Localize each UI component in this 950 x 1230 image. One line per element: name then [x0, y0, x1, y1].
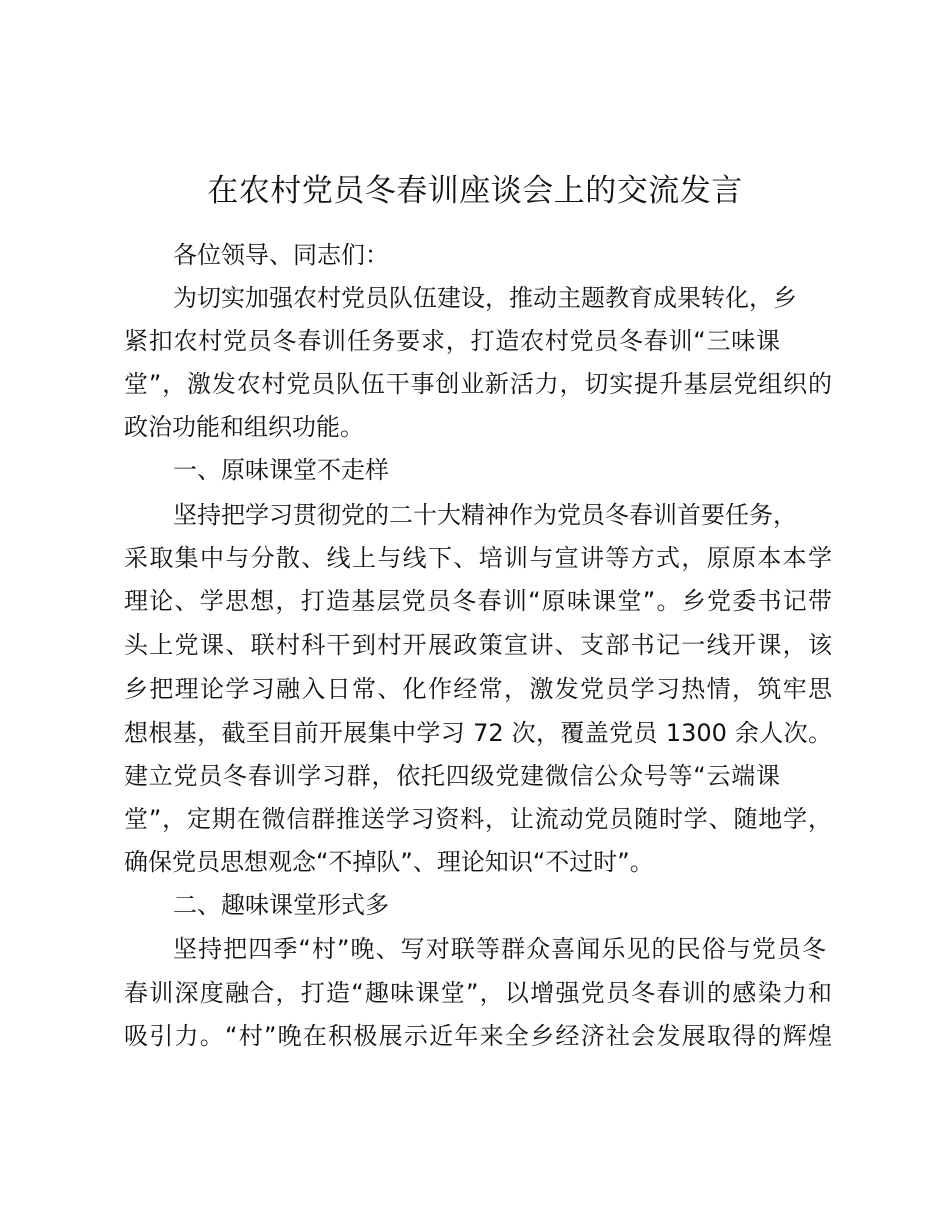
paragraph-line: 确保党员思想观念“不掉队”、理论知识“不过时”。	[124, 848, 654, 876]
paragraph-line: 堂”，定期在微信群推送学习资料，让流动党员随时学、随地学，	[124, 805, 832, 833]
document-title: 在农村党员冬春训座谈会上的交流发言	[207, 173, 743, 209]
paragraph-line: 为切实加强农村党员队伍建设，推动主题教育成果转化，乡	[173, 284, 797, 312]
section-heading: 一、原味课堂不走样	[173, 456, 389, 484]
paragraph-line: 政治功能和组织功能。	[124, 413, 364, 441]
salutation: 各位领导、同志们：	[173, 241, 389, 269]
paragraph-line: 坚持把四季“村”晚、写对联等群众喜闻乐见的民俗与党员冬	[173, 935, 826, 963]
paragraph-line: 坚持把学习贯彻党的二十大精神作为党员冬春训首要任务，	[173, 501, 797, 529]
paragraph-line: 头上党课、联村科干到村开展政策宣讲、支部书记一线开课，该	[124, 631, 832, 659]
paragraph-line: 理论、学思想，打造基层党员冬春训“原味课堂”。乡党委书记带	[124, 587, 832, 615]
paragraph-line: 建立党员冬春训学习群，依托四级党建微信公众号等“云端课	[124, 762, 780, 790]
paragraph-line: 堂”，激发农村党员队伍干事创业新活力，切实提升基层党组织的	[124, 370, 832, 398]
section-heading: 二、趣味课堂形式多	[173, 891, 389, 919]
paragraph-line: 吸引力。“村”晚在积极展示近年来全乡经济社会发展取得的辉煌	[124, 1022, 832, 1050]
paragraph-line: 乡把理论学习融入日常、化作经常，激发党员学习热情，筑牢思	[124, 675, 832, 703]
paragraph-line: 想根基，截至目前开展集中学习 72 次，覆盖党员 1300 余人次。	[124, 719, 832, 747]
paragraph-line: 春训深度融合，打造“趣味课堂”，以增强党员冬春训的感染力和	[124, 979, 832, 1007]
paragraph-line: 采取集中与分散、线上与线下、培训与宣讲等方式，原原本本学	[124, 544, 832, 572]
paragraph-line: 紧扣农村党员冬春训任务要求，打造农村党员冬春训“三味课	[124, 327, 780, 355]
